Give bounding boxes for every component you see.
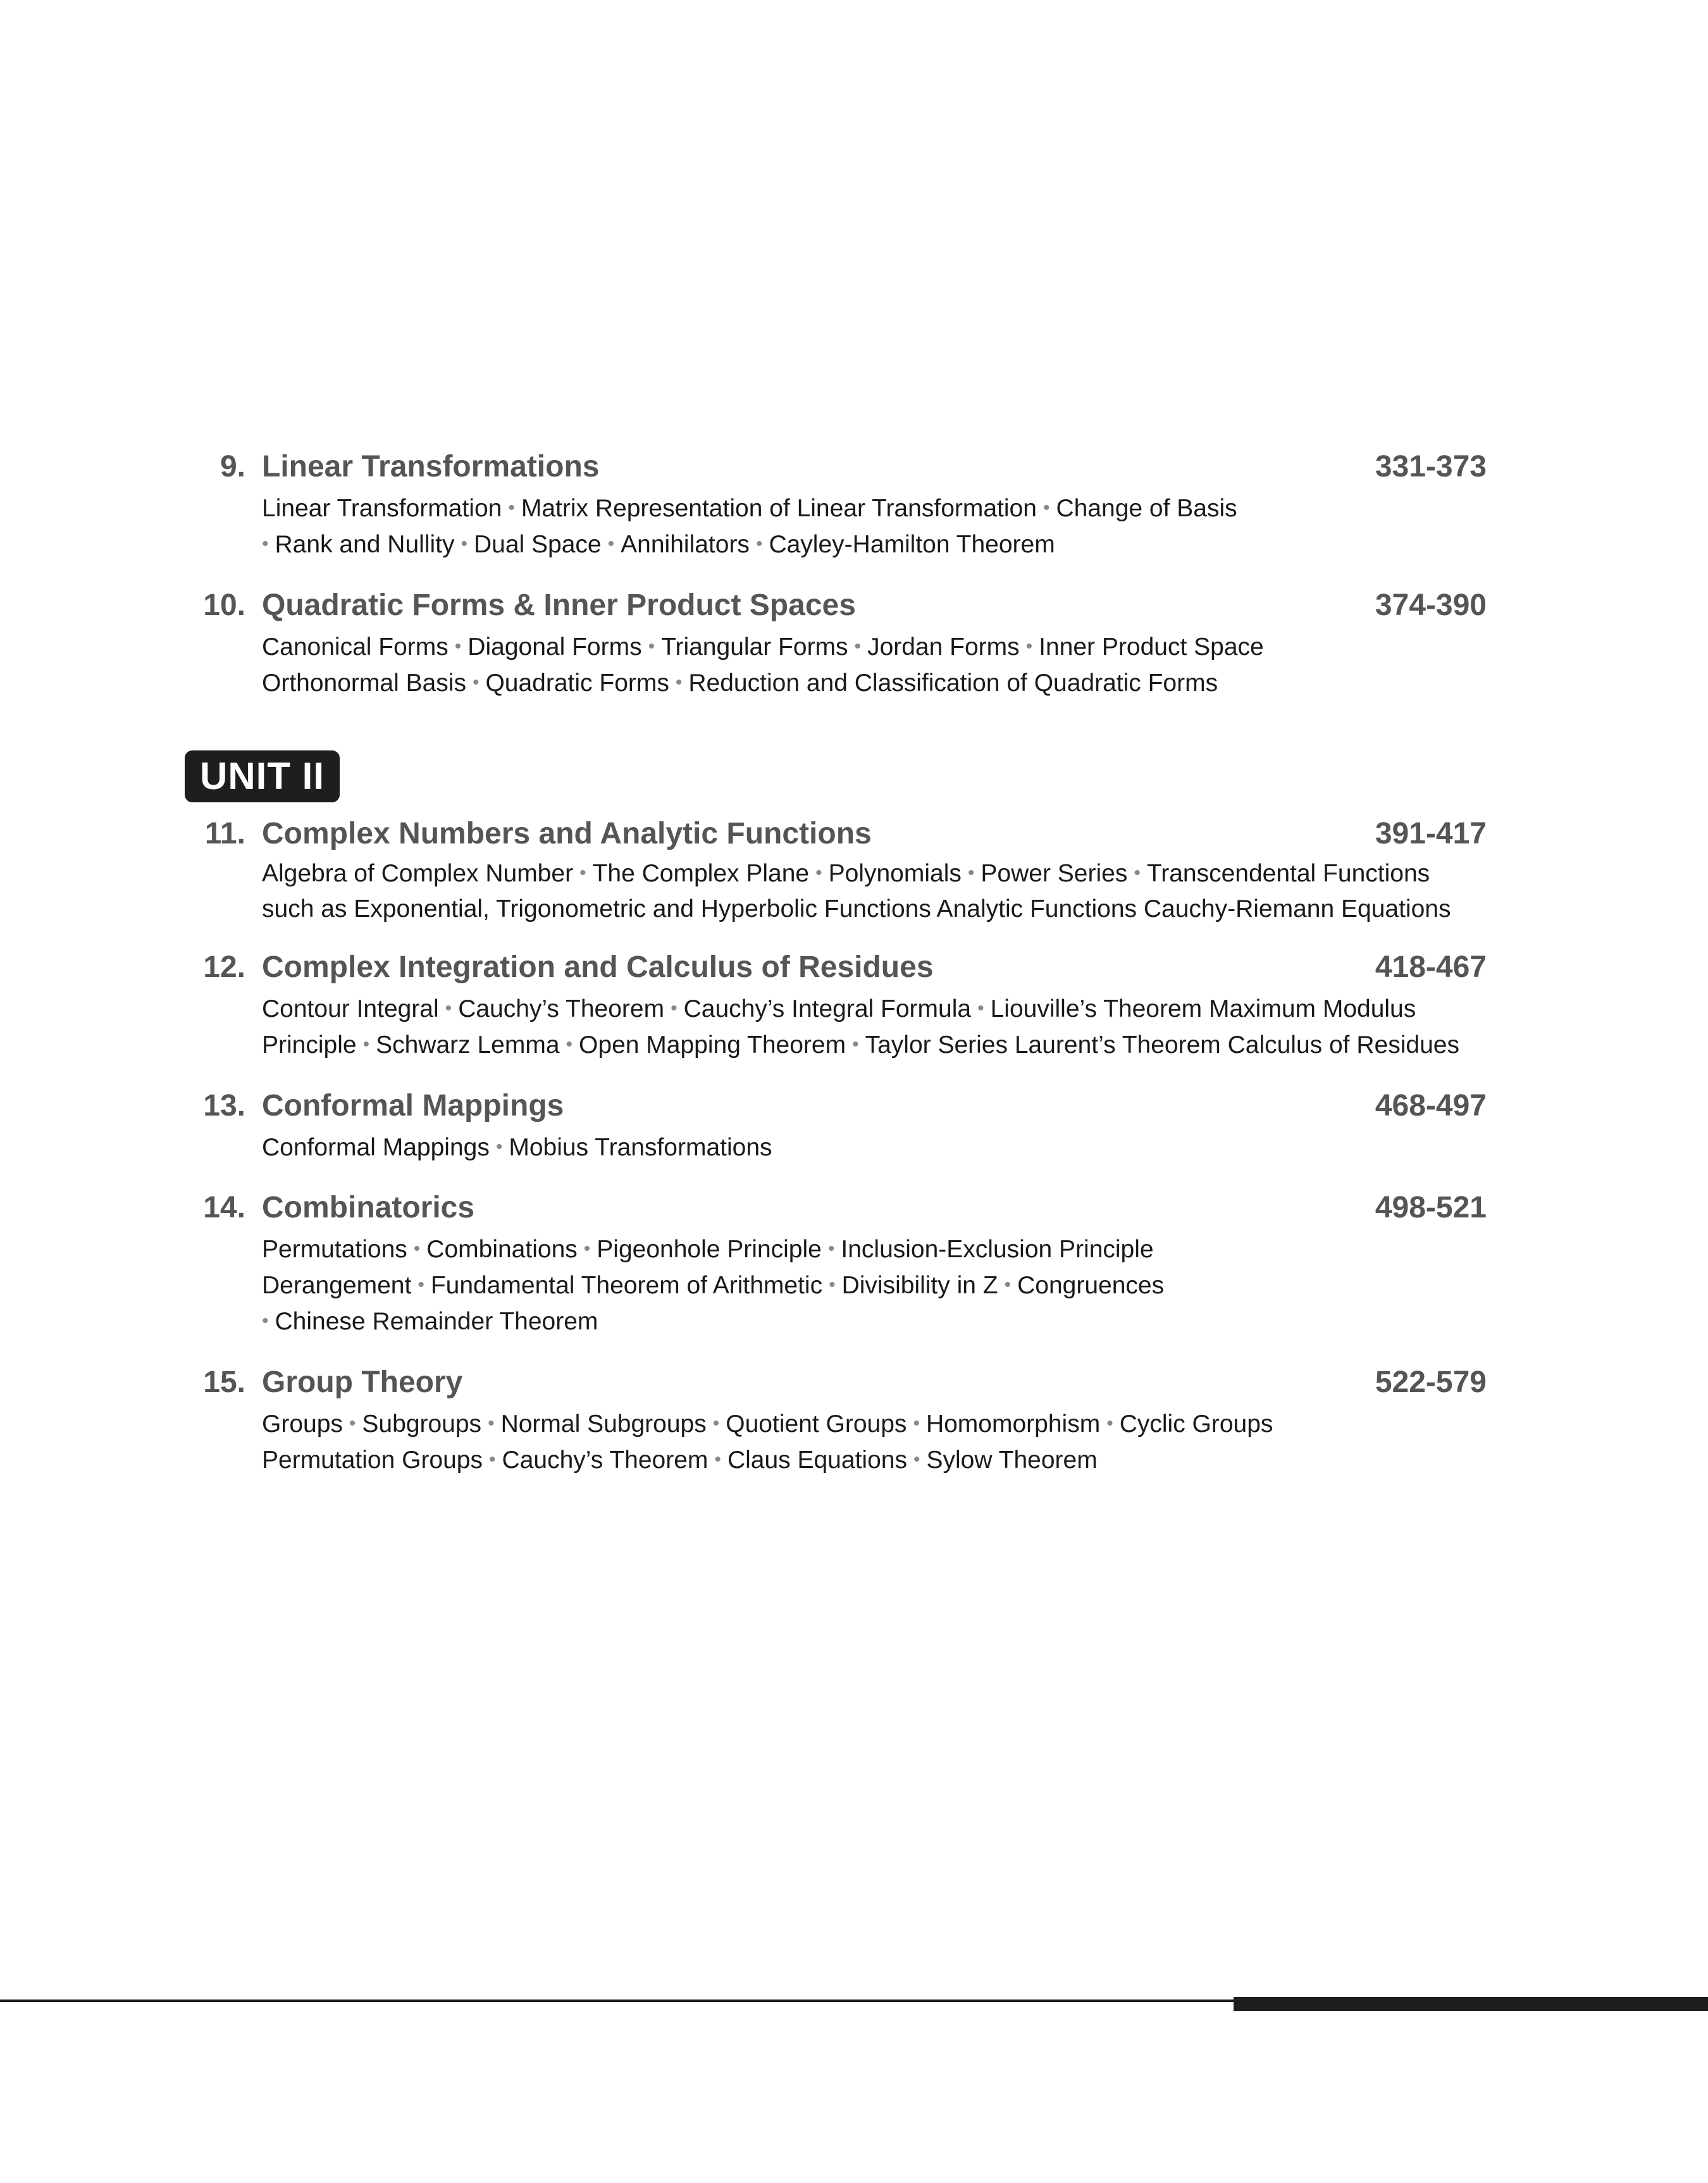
topic-item: Transcendental Functions [1146, 860, 1430, 887]
bullet-separator: • [579, 862, 586, 883]
topic-item: Permutation Groups [262, 1446, 483, 1474]
chapter-topics [262, 1231, 1489, 1339]
topic-line [262, 893, 1489, 929]
bullet-separator: • [913, 1413, 920, 1434]
topic-item: Derangement [262, 1272, 412, 1299]
chapter-page-range: 391-417 [1375, 817, 1487, 850]
bullet-separator: • [349, 1413, 356, 1434]
bullet-separator: • [489, 1449, 496, 1470]
topic-item: Combinations [426, 1236, 578, 1263]
bullet-separator: • [362, 1034, 370, 1055]
bullet-separator: • [967, 862, 975, 883]
chapter-title: Complex Numbers and Analytic Functions [262, 817, 872, 850]
topic-line [262, 490, 1489, 526]
bullet-separator: • [977, 998, 984, 1019]
footer-rule [0, 2000, 1234, 2002]
chapter-topics [262, 490, 1489, 562]
bullet-separator: • [1025, 636, 1033, 657]
chapter-title: Group Theory [262, 1365, 463, 1399]
bullet-separator: • [675, 672, 683, 693]
bullet-separator: • [712, 1413, 720, 1434]
bullet-separator: • [648, 636, 655, 657]
chapter-number: 9. [220, 450, 245, 483]
bullet-separator: • [854, 636, 862, 657]
chapter-heading [0, 1360, 1708, 1405]
topic-line [262, 628, 1489, 664]
topic-item: Schwarz Lemma [376, 1031, 560, 1059]
topic-item: Principle [262, 1031, 357, 1059]
chapter-heading [0, 945, 1708, 990]
topic-item: Groups [262, 1410, 343, 1438]
chapter-page-range: 374-390 [1375, 588, 1487, 622]
bullet-separator: • [262, 1310, 269, 1331]
topic-item: Dual Space [474, 531, 602, 558]
topic-line [262, 1231, 1489, 1267]
bullet-separator: • [755, 533, 763, 554]
bullet-separator: • [488, 1413, 495, 1434]
chapter-page-range: 522-579 [1375, 1365, 1487, 1399]
chapter-topics [262, 1405, 1489, 1477]
chapter-title: Conformal Mappings [262, 1089, 564, 1123]
chapter-title: Linear Transformations [262, 450, 600, 483]
topic-item: Mobius Transformations [509, 1134, 772, 1161]
toc-chapter-13 [0, 1083, 1708, 1165]
topic-item: Fundamental Theorem of Arithmetic [430, 1272, 823, 1299]
toc-chapter-9 [0, 444, 1708, 562]
bullet-separator: • [1134, 862, 1141, 883]
topic-item: Polynomials [828, 860, 962, 887]
topic-item: Claus Equations [727, 1446, 907, 1474]
bullet-separator: • [1004, 1274, 1012, 1295]
topic-item: Quotient Groups [726, 1410, 907, 1438]
topic-line [262, 1441, 1489, 1477]
topic-item: Contour Integral [262, 995, 439, 1023]
topic-line [262, 857, 1489, 893]
topic-item: Permutations [262, 1236, 407, 1263]
chapter-number: 15. [203, 1365, 245, 1399]
bullet-separator: • [472, 672, 480, 693]
topic-line [262, 1267, 1489, 1303]
topic-item: Annihilators [621, 531, 750, 558]
topic-item: Liouville’s Theorem Maximum Modulus [990, 995, 1416, 1023]
topic-item: Orthonormal Basis [262, 669, 466, 697]
topic-line [262, 1405, 1489, 1441]
chapter-number: 10. [203, 588, 245, 622]
chapter-page-range: 418-467 [1375, 950, 1487, 984]
bullet-separator: • [583, 1238, 591, 1259]
bullet-separator: • [508, 497, 515, 518]
chapter-page-range: 498-521 [1375, 1191, 1487, 1224]
topic-item: Power Series [981, 860, 1128, 887]
topic-item: Cauchy’s Theorem [458, 995, 665, 1023]
chapter-title: Complex Integration and Calculus of Residues [262, 950, 934, 984]
topic-item: Algebra of Complex Number [262, 860, 574, 887]
toc-chapter-10 [0, 583, 1708, 700]
chapter-number: 14. [203, 1191, 245, 1224]
topic-item: Homomorphism [925, 1410, 1101, 1438]
topic-line [262, 1026, 1489, 1062]
chapter-topics [262, 1129, 1489, 1165]
topic-line [262, 1129, 1489, 1165]
chapter-heading [0, 1083, 1708, 1129]
topic-item: Diagonal Forms [467, 633, 642, 661]
bullet-separator: • [413, 1238, 421, 1259]
toc-chapter-12 [0, 945, 1708, 1062]
footer-rule-bar [1234, 1997, 1708, 2011]
topic-item: Congruences [1017, 1272, 1165, 1299]
topic-line [262, 526, 1489, 562]
topic-item: Subgroups [362, 1410, 482, 1438]
bullet-separator: • [913, 1449, 920, 1470]
chapter-topics [262, 628, 1489, 700]
topic-item: Inner Product Space [1039, 633, 1264, 661]
topic-item: Pigeonhole Principle [597, 1236, 822, 1263]
bullet-separator: • [445, 998, 452, 1019]
bullet-separator: • [495, 1136, 503, 1157]
topic-item: Cayley-Hamilton Theorem [769, 531, 1055, 558]
topic-line [262, 664, 1489, 700]
bullet-separator: • [815, 862, 822, 883]
toc-chapter-11 [0, 811, 1708, 929]
topic-item: Canonical Forms [262, 633, 449, 661]
topic-item: Cyclic Groups [1119, 1410, 1273, 1438]
bullet-separator: • [262, 533, 269, 554]
topic-item: Normal Subgroups [500, 1410, 707, 1438]
chapter-number: 13. [203, 1089, 245, 1123]
chapter-heading [0, 811, 1708, 857]
chapter-page-range: 331-373 [1375, 450, 1487, 483]
bullet-separator: • [566, 1034, 573, 1055]
topic-item: Quadratic Forms [485, 669, 669, 697]
chapter-number: 12. [203, 950, 245, 984]
topic-line [262, 990, 1489, 1026]
topic-item: Reduction and Classification of Quadratic Forms [688, 669, 1218, 697]
topic-item: Triangular Forms [661, 633, 848, 661]
chapter-topics [262, 990, 1489, 1062]
topic-item: Open Mapping Theorem [579, 1031, 846, 1059]
topic-item: Linear Transformation [262, 495, 502, 522]
chapter-topics [262, 857, 1489, 929]
bullet-separator: • [418, 1274, 424, 1295]
bullet-separator: • [1043, 497, 1050, 518]
bullet-separator: • [714, 1449, 721, 1470]
chapter-page-range: 468-497 [1375, 1089, 1487, 1123]
bullet-separator: • [461, 533, 467, 554]
topic-item: Jordan Forms [867, 633, 1020, 661]
topic-item: Cauchy’s Theorem [502, 1446, 709, 1474]
chapter-title: Combinatorics [262, 1191, 475, 1224]
topic-item: Cauchy’s Integral Formula [683, 995, 972, 1023]
bullet-separator: • [1106, 1413, 1113, 1434]
topic-item: Rank and Nullity [275, 531, 455, 558]
chapter-number: 11. [204, 817, 245, 850]
topic-item: such as Exponential, Trigonometric and Hyperbolic Functions Analytic Functions Cauchy-Riemann Equations [262, 895, 1451, 923]
toc-chapter-15 [0, 1360, 1708, 1477]
unit-badge: UNIT II [185, 750, 340, 802]
toc-chapter-14 [0, 1185, 1708, 1339]
bullet-separator: • [829, 1274, 836, 1295]
chapter-heading [0, 444, 1708, 490]
chapter-title: Quadratic Forms & Inner Product Spaces [262, 588, 856, 622]
topic-item: Inclusion-Exclusion Principle [841, 1236, 1154, 1263]
chapter-heading [0, 583, 1708, 628]
topic-item: The Complex Plane [592, 860, 810, 887]
topic-item: Chinese Remainder Theorem [275, 1308, 598, 1335]
bullet-separator: • [852, 1034, 859, 1055]
bullet-separator: • [454, 636, 462, 657]
bullet-separator: • [607, 533, 615, 554]
topic-item: Sylow Theorem [926, 1446, 1098, 1474]
topic-item: Divisibility in Z [841, 1272, 998, 1299]
topic-item: Taylor Series Laurent’s Theorem Calculus of Residues [865, 1031, 1459, 1059]
topic-item: Matrix Representation of Linear Transformation [521, 495, 1037, 522]
topic-item: Conformal Mappings [262, 1134, 490, 1161]
bullet-separator: • [827, 1238, 835, 1259]
topic-item: Change of Basis [1056, 495, 1237, 522]
chapter-heading [0, 1185, 1708, 1231]
topic-line [262, 1303, 1489, 1339]
bullet-separator: • [671, 998, 678, 1019]
